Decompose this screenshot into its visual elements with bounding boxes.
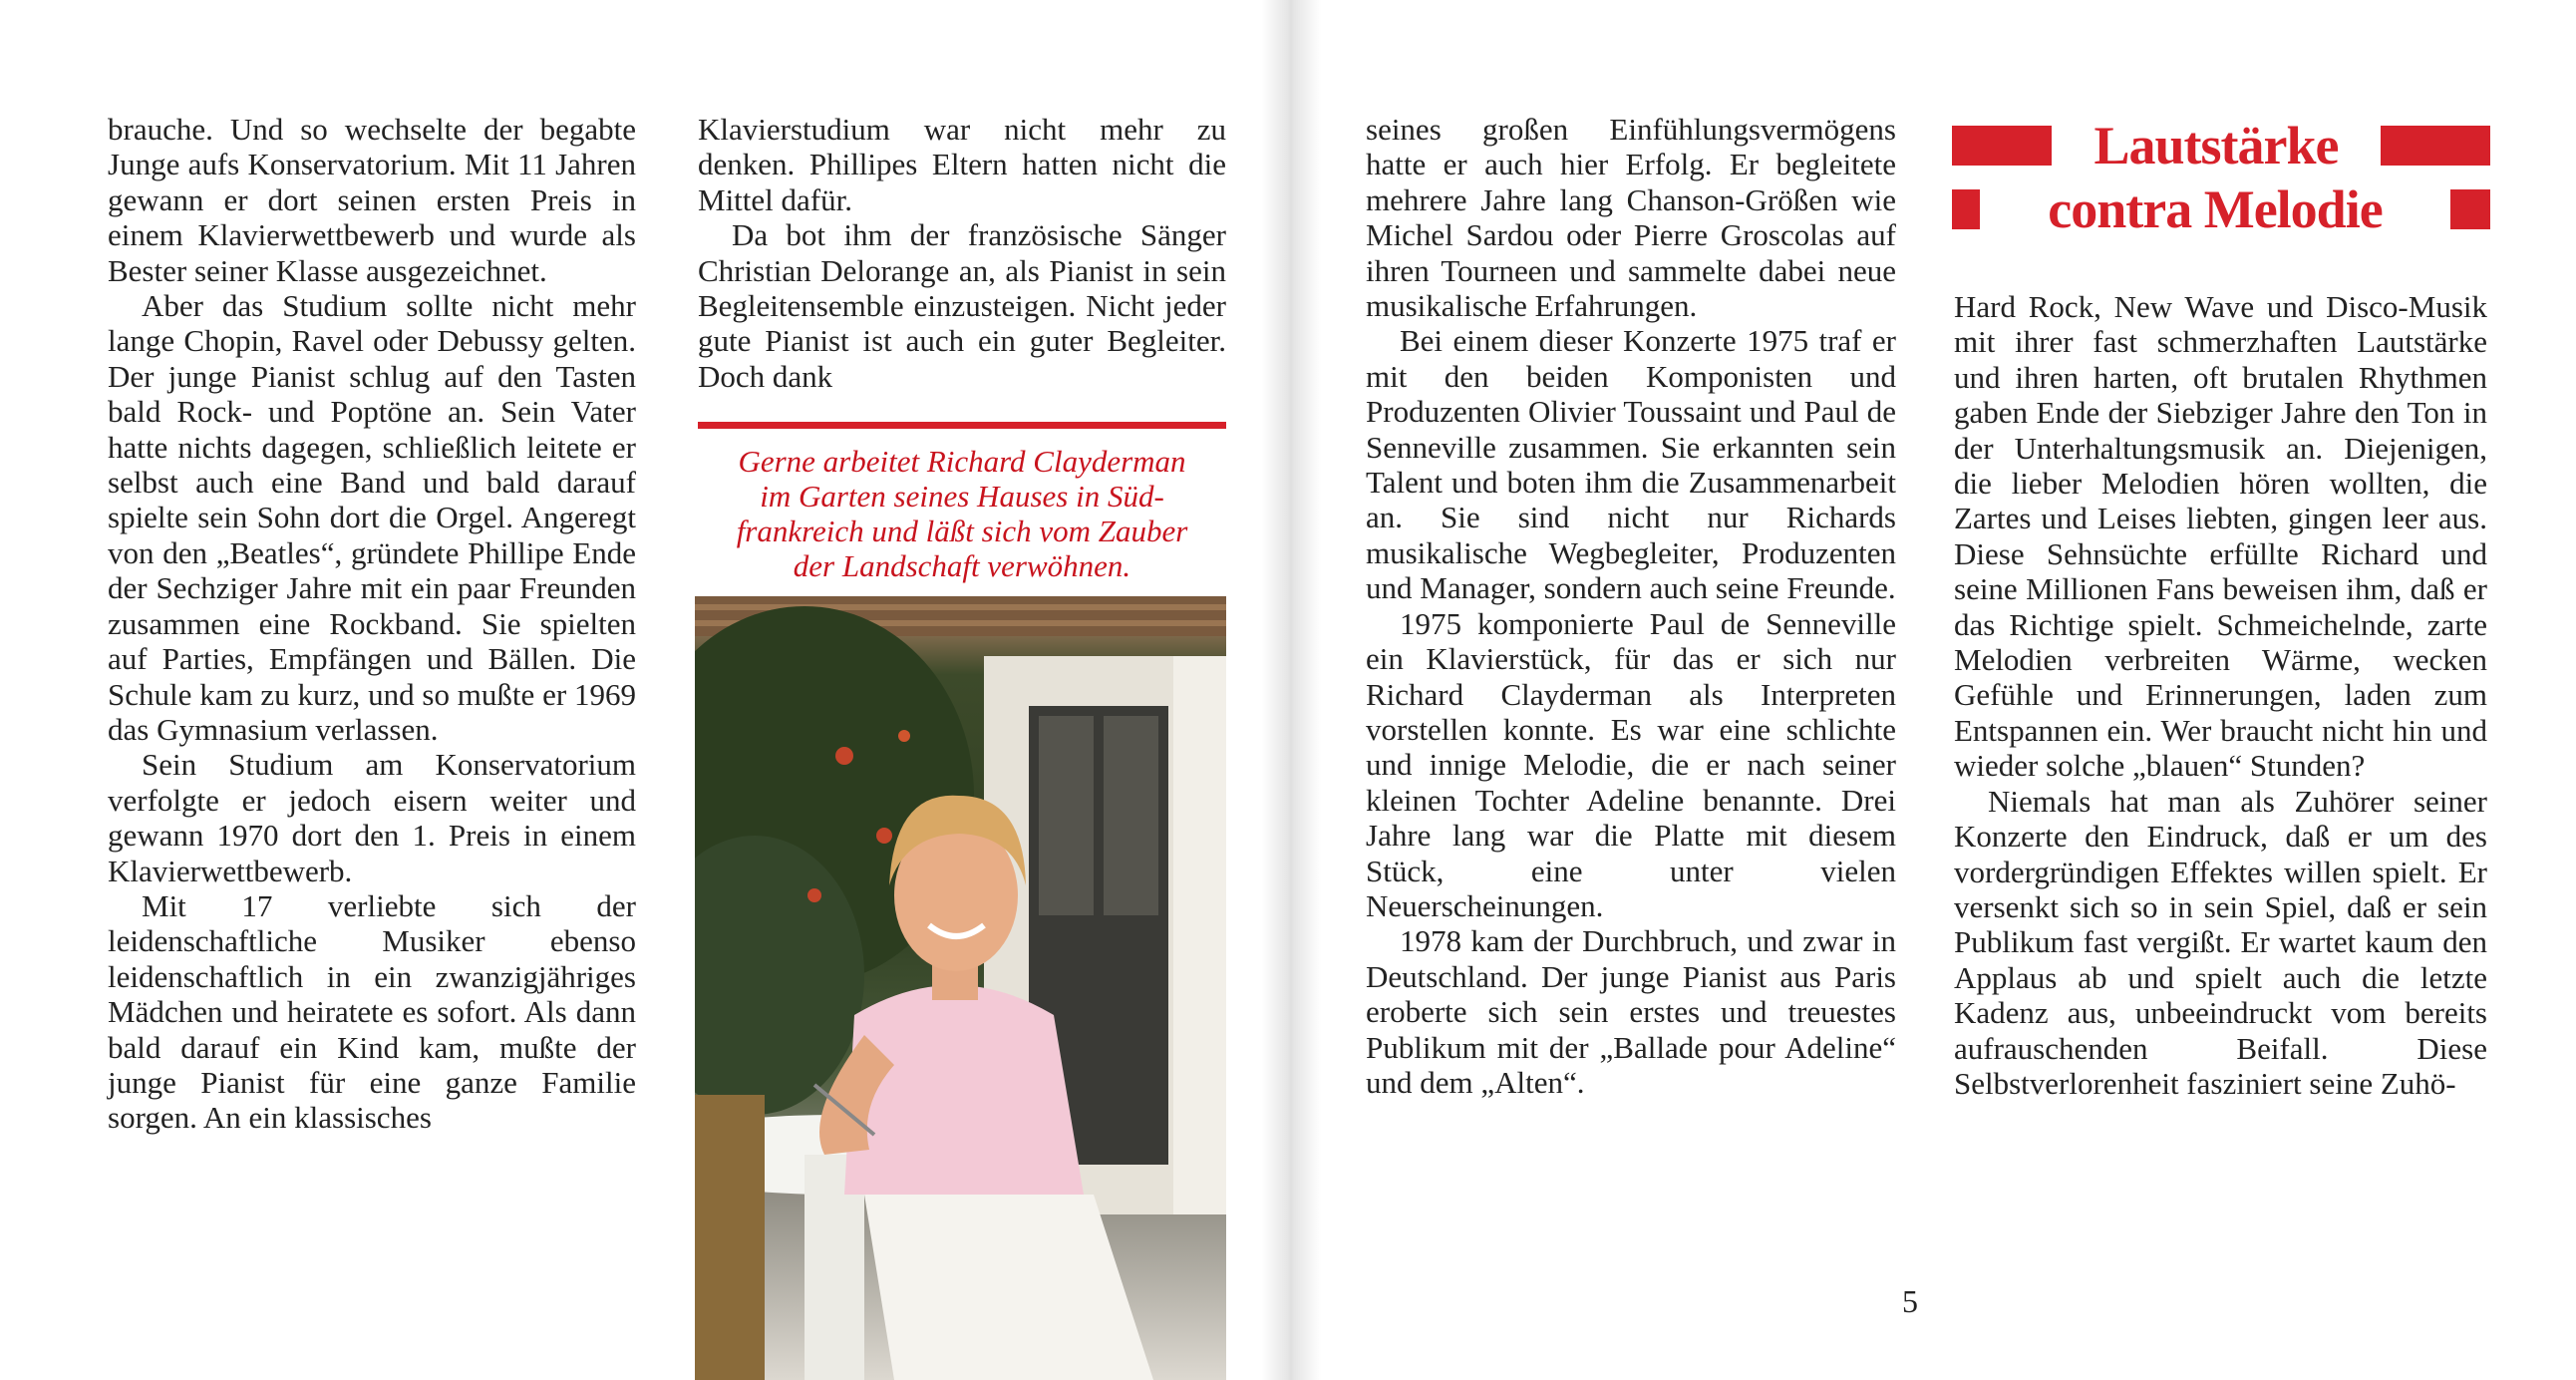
headline-text: Lautstärke — [2093, 116, 2339, 175]
headline-text: contra Melodie — [2048, 179, 2383, 239]
headline-line-2 — [1952, 179, 2490, 239]
section-headline — [1952, 116, 2490, 245]
paragraph: Sein Studium am Konservatorium verfolgte er jedoch eisern weiter und gewann 1970 dort den 1. Preis in einem Klavierwettbewerb. — [108, 747, 636, 888]
caption-line: frankreich und läßt sich vom Zauber — [736, 514, 1188, 548]
text-column-4 — [1954, 289, 2487, 1101]
caption-line: der Landschaft verwöhnen. — [793, 548, 1131, 583]
paragraph: 1978 kam der Durchbruch, und zwar in Deutschland. Der junge Pianist aus Paris eroberte sich sein erstes und treuestes Publikum mit der „Ballade pour Adeline“ und dem „Alten“. — [1366, 923, 1896, 1100]
paragraph: Mit 17 verliebte sich der leidenschaftliche Musiker ebenso leidenschaftlich in ein zwanzigjähriges Mädchen und heiratete es sofort. Als dann bald darauf ein Kind kam, mußte der junge Pianist für eine ganze Familie sorgen. An ein klassisches — [108, 887, 636, 1136]
paragraph: Aber das Studium sollte nicht mehr lange Chopin, Ravel oder Debussy gelten. Der junge Pianist schlug auf den Tasten bald Rock- und Poptöne an. Sein Vater hatte nichts dagegen, schließlich leitete er selbst auch eine Band und bald darauf spielte sein Sohn dort die Orgel. Angeregt von den „Beatles“, gründete Phillipe Ende der Sechziger Jahre mit ein paar Freunden zusammen eine Rockband. Sie spielten auf Parties, Empfängen und Bällen. Die Schule kam zu kurz, und so mußte er 1969 das Gymnasium verlassen. — [108, 288, 636, 747]
caption-line: im Garten seines Hauses in Süd- — [760, 479, 1164, 514]
paragraph: Hard Rock, New Wave und Disco-Musik mit ihrer fast schmerzhaften Lautstärke und ihren harten, oft brutalen Rhythmen gaben Ende der Siebziger Jahre den Ton in der Unterhaltungsmusik an. Diejenigen, die lieber Melodien hören wollten, die Zartes und Leises liebten, gingen leer aus. Diese Sehnsüchte erfüllte Richard und seine Millionen Fans beweisen ihm, daß er das Richtige spielt. Schmeichelnde, zarte Melodien verbreiten Wärme, wecken Gefühle und Erinnerungen, laden zum Entspannen ein. Wer braucht nicht hin und wieder solche „blauen“ Stunden? — [1954, 289, 2487, 784]
headline-bar-left — [1952, 189, 1980, 229]
page-number: 5 — [1902, 1283, 1918, 1319]
photo-illustration — [695, 596, 1226, 1380]
caption-line: Gerne arbeitet Richard Clayderman — [738, 444, 1186, 479]
headline-line-1 — [1952, 116, 2490, 175]
headline-bar-right — [2381, 126, 2490, 166]
text-column-3 — [1366, 112, 1896, 1100]
book-gutter — [1261, 0, 1321, 1380]
paragraph: Da bot ihm der französische Sänger Christian Delorange an, als Pianist in sein Begleitensemble einzusteigen. Nicht jeder gute Pianist ist auch ein guter Begleiter. Doch dank — [698, 217, 1226, 394]
text-column-2 — [698, 112, 1226, 394]
paragraph: 1975 komponierte Paul de Senneville ein Klavierstück, für das er sich nur Richard Clayderman als Interpreten vorstellen konnte. Es war eine schlichte und innige Melodie, die er nach seiner kleinen Tochter Adeline benannte. Drei Jahre lang war die Platte mit diesem Stück, eine unter vielen Neuerscheinungen. — [1366, 605, 1896, 923]
paragraph: Bei einem dieser Konzerte 1975 traf er mit den beiden Komponisten und Produzenten Olivier Toussaint und Paul de Senneville zusammen. Sie erkannten sein Talent und boten ihm die Zusammenarbeit an. Sie sind nicht nur Richards musikalische Wegbegleiter, Produzenten und Manager, sondern auch seine Freunde. — [1366, 323, 1896, 606]
text-column-1 — [108, 112, 636, 1136]
photo-man-at-garden-table — [695, 596, 1226, 1380]
paragraph: seines großen Einfühlungsvermögens hatte er auch hier Erfolg. Er begleitete mehrere Jahre lang Chanson-Größen wie Michel Sardou oder Pierre Groscolas auf ihren Tourneen und sammelte dabei neue musikalische Erfahrungen. — [1366, 112, 1896, 324]
caption-divider — [698, 422, 1226, 429]
headline-bar-right — [2450, 189, 2490, 229]
paragraph: Niemals hat man als Zuhörer seiner Konzerte den Eindruck, daß er um des vordergründigen Effektes willen spielt. Er versenkt sich so in sein Spiel, daß er sein Publikum fast vergißt. Er wartet kaum den Applaus ab und spielt auch die letzte Kadenz aus, unbeeindruckt vom bereits aufrauschenden Beifall. Diese Selbstverlorenheit fasziniert seine Zuhö- — [1954, 783, 2487, 1101]
photo-caption — [698, 444, 1226, 583]
paragraph: brauche. Und so wechselte der begabte Junge aufs Konservatorium. Mit 11 Jahren gewann er dort seinen ersten Preis in einem Klavierwettbewerb und wurde als Bester seiner Klasse ausgezeichnet. — [108, 112, 636, 288]
headline-bar-left — [1952, 126, 2052, 166]
paragraph: Klavierstudium war nicht mehr zu denken. Phillipes Eltern hatten nicht die Mittel dafür. — [698, 112, 1226, 217]
